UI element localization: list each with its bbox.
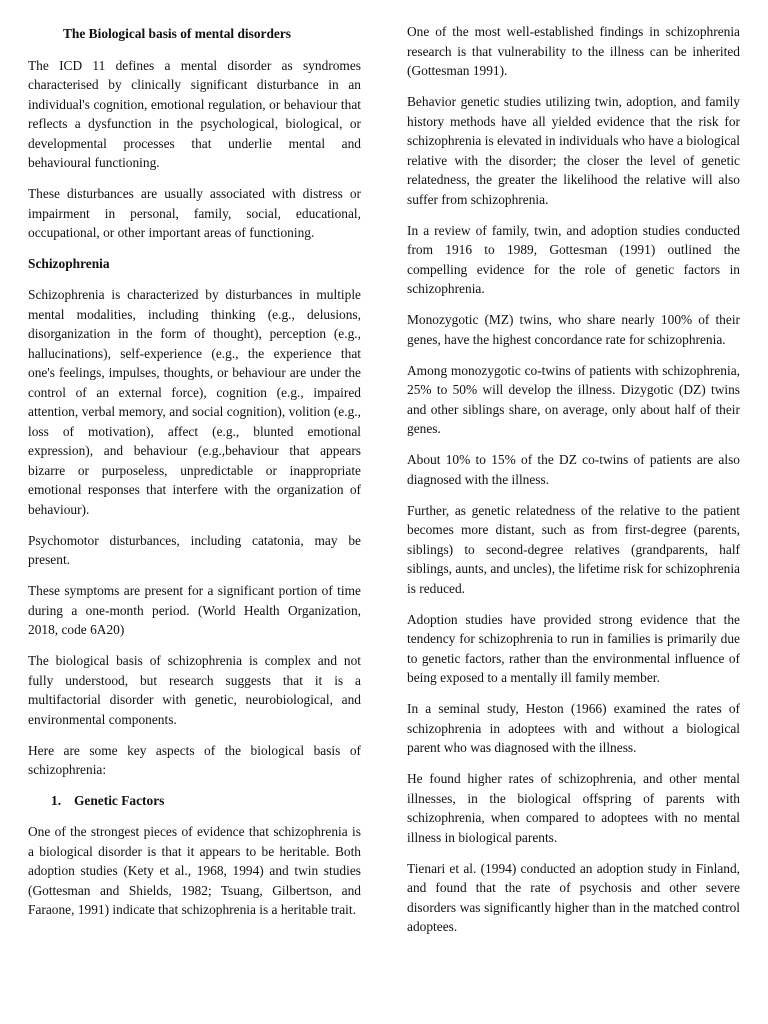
paragraph: One of the strongest pieces of evidence that schizophrenia is a biological disorder is that it appears to be heritable. Both adoption studies (Kety et al., 1968, 1994) and twin studies (Gottesman and Shields, 1982; Tsuang, Gilbertson, and Faraone, 1991) indicate that schizophrenia is a heritable trait. — [28, 824, 361, 917]
list-heading-text: Genetic Factors — [74, 793, 165, 808]
left-column — [28, 22, 361, 931]
paragraph: The biological basis of schizophrenia is complex and not fully understood, but research suggests that it is a multifactorial disorder with genetic, neurobiological, and environmental components. — [28, 653, 361, 727]
paragraph: Here are some key aspects of the biological basis of schizophrenia: — [28, 742, 361, 777]
paragraph: Psychomotor disturbances, including catatonia, may be present. — [28, 532, 361, 567]
numbered-heading-genetic-factors — [51, 791, 361, 811]
paragraph: Among monozygotic co-twins of patients with schizophrenia, 25% to 50% will develop the illness. Dizygotic (DZ) twins and other siblings share, on average, only about half of their genes. — [407, 362, 740, 436]
paragraph: Tienari et al. (1994) conducted an adoption study in Finland, and found that the rate of psychosis and other severe disorders was significantly higher than in the matched control adoptees. — [407, 860, 740, 934]
paragraph: In a seminal study, Heston (1966) examined the rates of schizophrenia in adoptees with and without a biological parent who was diagnosed with the illness. — [407, 701, 740, 755]
paragraph: These symptoms are present for a significant portion of time during a one-month period. (World Health Organization, 2018, code 6A20) — [28, 583, 361, 637]
paragraph: Adoption studies have provided strong evidence that the tendency for schizophrenia to run in families is primarily due to genetic factors, rather than the environmental influence of being exposed to a mentally ill family member. — [407, 611, 740, 685]
paragraph: Further, as genetic relatedness of the relative to the patient becomes more distant, such as from first-degree (parents, siblings) to second-degree relatives (grandparents, half siblings, aunts, and uncles), the lifetime risk for schizophrenia is reduced. — [407, 502, 740, 596]
paragraph: In a review of family, twin, and adoption studies conducted from 1916 to 1989, Gottesman (1991) outlined the compelling evidence for the role of genetic factors in schizophrenia. — [407, 222, 740, 296]
section-heading-schizophrenia: Schizophrenia — [28, 256, 110, 271]
right-column — [407, 22, 740, 948]
list-number: 1. — [51, 793, 62, 808]
paragraph: About 10% to 15% of the DZ co-twins of patients are also diagnosed with the illness. — [407, 452, 740, 487]
paragraph: He found higher rates of schizophrenia, and other mental illnesses, in the biological offspring of parents with schizophrenia, when compared to adoptees with no mental illness in biological parents. — [407, 771, 740, 845]
paragraph: One of the most well-established findings in schizophrenia research is that vulnerability to the illness can be inherited (Gottesman 1991). — [407, 24, 740, 78]
paragraph: The ICD 11 defines a mental disorder as syndromes characterised by clinically significant disturbance in an individual's cognition, emotional regulation, or behaviour that reflects a dysfunction in the psychological, biological, or developmental processes that underlie mental and behavioural functioning. — [28, 57, 361, 170]
paragraph: Schizophrenia is characterized by disturbances in multiple mental modalities, including thinking (e.g., delusions, disorganization in the form of thought), perception (e.g., hallucinations), self-experience (e.g., the experience that one's feelings, impulses, thoughts, or behaviour are under the control of an external force), cognition (e.g., impaired attention, verbal memory, and social cognition), volition (e.g., loss of motivation), affect (e.g., blunted emotional expression), and behaviour (e.g.,behaviour that appears bizarre or purposeless, unpredictable or inappropriate emotional responses that interfere with the organization of behaviour). — [28, 287, 361, 517]
paragraph: These disturbances are usually associated with distress or impairment in personal, family, social, educational, occupational, or other important areas of functioning. — [28, 186, 361, 240]
paragraph: Monozygotic (MZ) twins, who share nearly 100% of their genes, have the highest concordance rate for schizophrenia. — [407, 312, 740, 347]
document-title: The Biological basis of mental disorders — [63, 26, 292, 41]
paragraph: Behavior genetic studies utilizing twin, adoption, and family history methods have all yielded evidence that the risk for schizophrenia is elevated in individuals who have a biological relative with the disorder; the closer the level of genetic relatedness, the greater the likelihood the relative will also suffer from schizophrenia. — [407, 94, 740, 207]
